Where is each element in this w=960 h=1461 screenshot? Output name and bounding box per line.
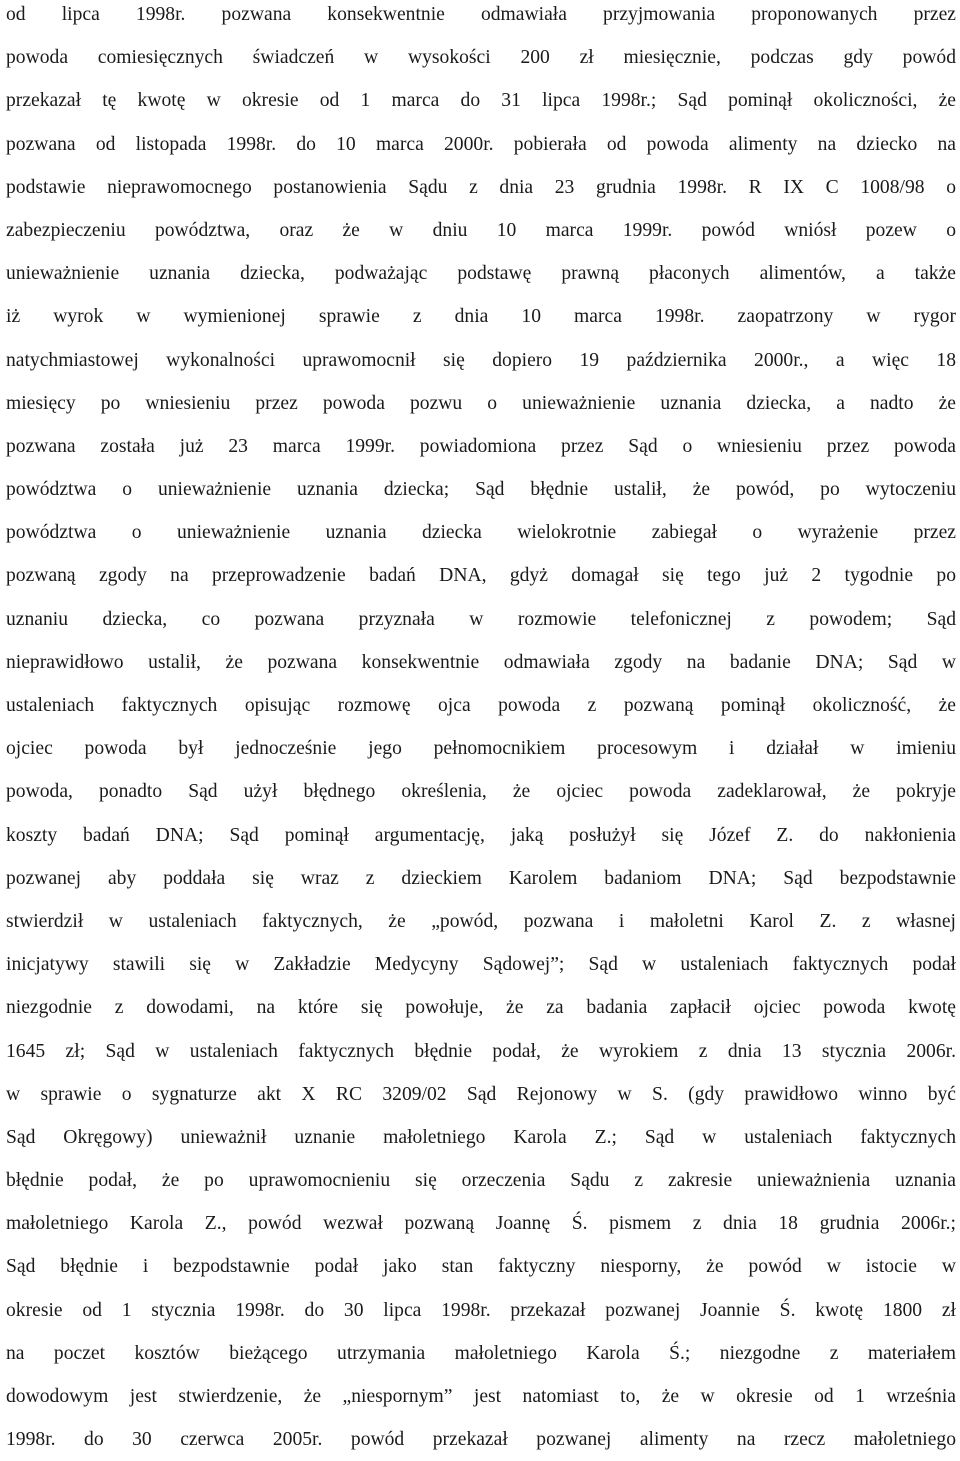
- text-line: pozwaną zgody na przeprowadzenie badań DNA, gdyż domagał się tego już 2 tygodnie po: [6, 565, 956, 587]
- text-line: stwierdził w ustaleniach faktycznych, że „powód, pozwana i małoletni Karol Z. z własnej: [6, 910, 956, 932]
- text-line: powoda, ponadto Sąd użył błędnego określenia, że ojciec powoda zadeklarował, że pokryje: [6, 781, 956, 803]
- text-line: inicjatywy stawili się w Zakładzie Medycyny Sądowej”; Sąd w ustaleniach faktycznych podał: [6, 954, 956, 976]
- text-line: okresie od 1 stycznia 1998r. do 30 lipca 1998r. przekazał pozwanej Joannie Ś. kwotę 1800 zł: [6, 1299, 956, 1321]
- text-line: natychmiastowej wykonalności uprawomocnił się dopiero 19 października 2000r., a więc 18: [6, 349, 956, 371]
- text-line: pozwanej aby poddała się wraz z dzieckiem Karolem badaniom DNA; Sąd bezpodstawnie: [6, 867, 956, 889]
- text-line: pozwana została już 23 marca 1999r. powiadomiona przez Sąd o wniesieniu przez powoda: [6, 435, 956, 457]
- text-line: od lipca 1998r. pozwana konsekwentnie odmawiała przyjmowania proponowanych przez: [6, 4, 956, 25]
- text-line: pozwana od listopada 1998r. do 10 marca 2000r. pobierała od powoda alimenty na dziecko na: [6, 133, 956, 155]
- text-line: powództwa o unieważnienie uznania dziecka wielokrotnie zabiegał o wyrażenie przez: [6, 522, 956, 544]
- text-line: małoletniego Karola Z., powód wezwał pozwaną Joannę Ś. pismem z dnia 18 grudnia 2006r.;: [6, 1213, 956, 1235]
- document-body: [6, 0, 956, 1461]
- text-line: Sąd błędnie i bezpodstawnie podał jako stan faktyczny niesporny, że powód w istocie w: [6, 1256, 956, 1278]
- text-line: iż wyrok w wymienionej sprawie z dnia 10 marca 1998r. zaopatrzony w rygor: [6, 306, 956, 328]
- text-line: 1645 zł; Sąd w ustaleniach faktycznych błędnie podał, że wyrokiem z dnia 13 stycznia 2006r.: [6, 1040, 956, 1062]
- text-line: koszty badań DNA; Sąd pominął argumentację, jaką posłużył się Józef Z. do nakłonienia: [6, 824, 956, 846]
- text-line: błędnie podał, że po uprawomocnieniu się orzeczenia Sądu z zakresie unieważnienia uznania: [6, 1170, 956, 1192]
- text-line: ojciec powoda był jednocześnie jego pełnomocnikiem procesowym i działał w imieniu: [6, 738, 956, 760]
- text-line: 1998r. do 30 czerwca 2005r. powód przekazał pozwanej alimenty na rzecz małoletniego: [6, 1429, 956, 1451]
- text-line: na poczet kosztów bieżącego utrzymania małoletniego Karola Ś.; niezgodne z materiałem: [6, 1342, 956, 1364]
- text-line: powoda comiesięcznych świadczeń w wysokości 200 zł miesięcznie, podczas gdy powód: [6, 47, 956, 69]
- text-line: Sąd Okręgowy) unieważnił uznanie małoletniego Karola Z.; Sąd w ustaleniach faktycznych: [6, 1126, 956, 1148]
- text-line: miesięcy po wniesieniu przez powoda pozwu o unieważnienie uznania dziecka, a nadto że: [6, 392, 956, 414]
- text-line: niezgodnie z dowodami, na które się powołuje, że za badania zapłacił ojciec powoda kwotę: [6, 997, 956, 1019]
- text-line: przekazał tę kwotę w okresie od 1 marca do 31 lipca 1998r.; Sąd pominął okoliczności, że: [6, 90, 956, 112]
- text-line: uznaniu dziecka, co pozwana przyznała w rozmowie telefonicznej z powodem; Sąd: [6, 608, 956, 630]
- text-line: dowodowym jest stwierdzenie, że „niespornym” jest natomiast to, że w okresie od 1 września: [6, 1386, 956, 1407]
- text-line: podstawie nieprawomocnego postanowienia Sądu z dnia 23 grudnia 1998r. R IX C 1008/98 o: [6, 176, 956, 198]
- text-line: w sprawie o sygnaturze akt X RC 3209/02 Sąd Rejonowy w S. (gdy prawidłowo winno być: [6, 1083, 956, 1105]
- text-line: powództwa o unieważnienie uznania dziecka; Sąd błędnie ustalił, że powód, po wytoczeniu: [6, 479, 956, 501]
- text-line: ustaleniach faktycznych opisując rozmowę ojca powoda z pozwaną pominął okoliczność, że: [6, 695, 956, 716]
- text-line: unieważnienie uznania dziecka, podważając podstawę prawną płaconych alimentów, a także: [6, 263, 956, 285]
- text-line: nieprawidłowo ustalił, że pozwana konsekwentnie odmawiała zgody na badanie DNA; Sąd w: [6, 651, 956, 673]
- text-line: zabezpieczeniu powództwa, oraz że w dniu 10 marca 1999r. powód wniósł pozew o: [6, 219, 956, 241]
